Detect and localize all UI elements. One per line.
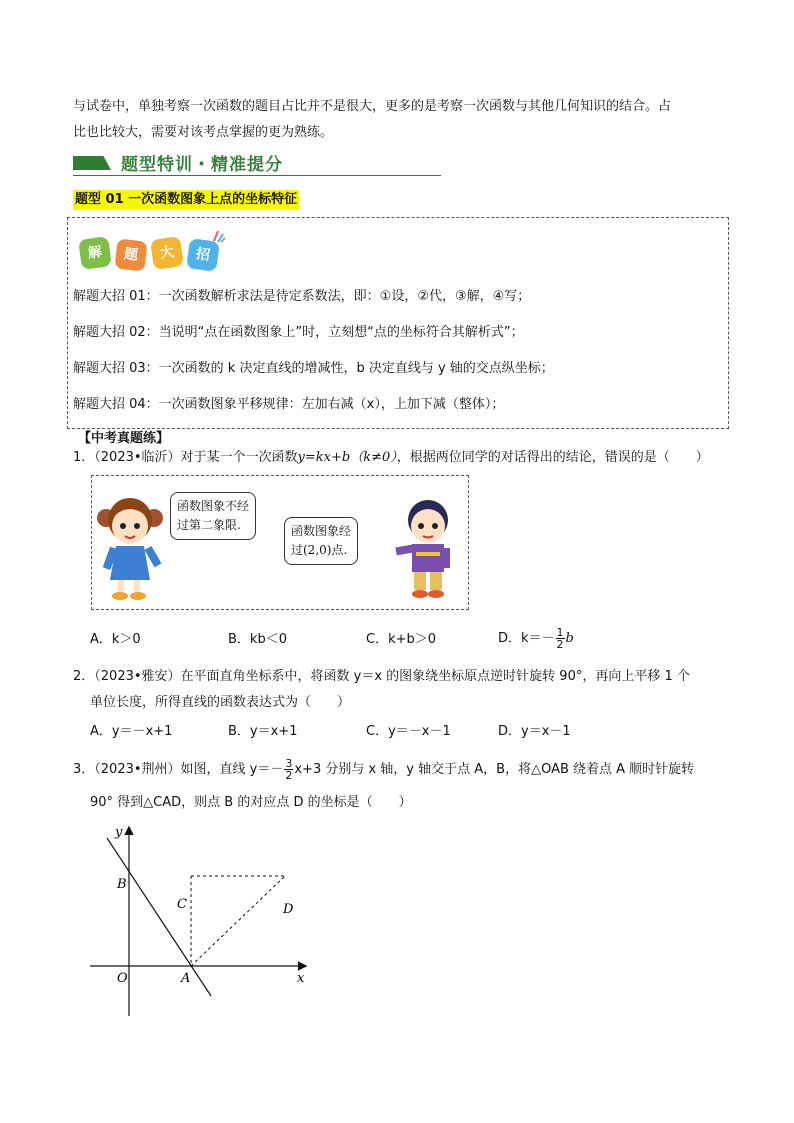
q3-fraction-numerator: 3	[285, 757, 293, 770]
tip-4: 解题大招 04：一次函数图象平移规律：左加右减（x），上加下减（整体）；	[73, 397, 505, 412]
q1-option-d-fraction	[556, 627, 565, 650]
q1-option-d-denominator: 2	[556, 638, 564, 651]
q1-option-d-post: b	[565, 631, 574, 646]
q1-option-d-pre: D．k＝－	[498, 631, 555, 646]
q1-stem-post: ，根据两位同学的对话得出的结论，错误的是（ ）	[396, 450, 709, 465]
segment-ad	[191, 876, 285, 966]
q1-option-d-numerator: 1	[556, 626, 564, 639]
boy-illustration	[392, 490, 464, 605]
q3-fraction	[284, 758, 293, 781]
girl-illustration	[96, 488, 166, 603]
badge-zhao: 招	[186, 238, 220, 272]
badge-jie: 解	[78, 236, 112, 270]
section-marker-icon	[73, 156, 111, 170]
q3-stem-line1	[73, 756, 694, 784]
label-b: B	[117, 877, 127, 892]
section-underline	[73, 175, 441, 176]
q1-option-b[interactable]: B．kb＜0	[228, 632, 287, 647]
q1-bubble-left-line1: 函数图象不经	[177, 499, 250, 513]
q3-stem-post: x+3 分别与 x 轴，y 轴交于点 A，B，将△OAB 绕着点 A 顺时针旋转	[294, 762, 695, 777]
label-c: C	[177, 897, 187, 912]
q1-bubble-left	[170, 492, 256, 540]
q1-formula: y=kx+b（k≠0）	[297, 450, 397, 465]
tip-1: 解题大招 01：一次函数解析求法是待定系数法，即：①设，②代，③解，④写；	[73, 289, 531, 304]
q3-stem-line2: 90° 得到△CAD，则点 B 的对应点 D 的坐标是（ ）	[90, 795, 412, 810]
q1-cartoon-box	[91, 475, 469, 610]
q1-bubble-right-line2: 过(2,0)点.	[291, 543, 348, 557]
badge-ti: 题	[115, 239, 148, 272]
q3-figure	[85, 820, 315, 1020]
q1-bubble-right	[284, 517, 358, 565]
q1-bubble-left-line2: 过第二象限.	[177, 518, 241, 532]
tips-badges	[78, 228, 228, 278]
q1-option-d[interactable]	[498, 626, 574, 652]
q2-option-d[interactable]: D．y＝x－1	[498, 724, 571, 739]
tip-3: 解题大招 03：一次函数的 k 决定直线的增减性，b 决定直线与 y 轴的交点纵坐标；	[73, 361, 554, 376]
label-y: y	[115, 825, 123, 840]
label-a: A	[181, 971, 191, 986]
q1-stem-pre: 1．（2023•临沂）对于某一个一次函数	[73, 450, 298, 465]
question-type-label: 题型 01 一次函数图象上点的坐标特征	[73, 190, 299, 210]
q1-stem	[73, 448, 709, 468]
label-x: x	[297, 971, 305, 986]
intro-line-2: 比也比较大，需要对该考点掌握的更为熟练。	[73, 125, 334, 140]
tip-2: 解题大招 02：当说明“点在函数图象上”时，立刻想“点的坐标符合其解析式”；	[73, 325, 524, 340]
label-d: D	[283, 902, 294, 917]
q2-stem-line1: 2．（2023•雅安）在平面直角坐标系中，将函数 y＝x 的图象绕坐标原点逆时针旋转 90°，再向上平移 1 个	[73, 669, 690, 684]
q1-option-a[interactable]: A．k＞0	[90, 632, 141, 647]
q3-fraction-denominator: 2	[285, 769, 293, 782]
exam-header: 【中考真题练】	[78, 431, 170, 446]
q2-option-b[interactable]: B．y＝x+1	[228, 724, 298, 739]
sparkle-icon	[212, 228, 222, 238]
q1-option-c[interactable]: C．k+b＞0	[366, 632, 437, 647]
label-o: O	[117, 971, 128, 986]
q2-option-c[interactable]: C．y＝－x－1	[366, 724, 451, 739]
badge-da: 大	[150, 236, 184, 270]
intro-line-1: 与试卷中，单独考察一次函数的题目占比并不是很大，更多的是考察一次函数与其他几何知识的结合。占	[73, 99, 672, 114]
section-title: 题型特训・精准提分	[121, 155, 283, 175]
q2-stem-line2: 单位长度，所得直线的函数表达式为（ ）	[90, 695, 351, 710]
q2-option-a[interactable]: A．y＝－x+1	[90, 724, 173, 739]
q3-stem-pre: 3．（2023•荆州）如图，直线 y＝－	[73, 762, 284, 777]
q1-bubble-right-line1: 函数图象经	[291, 524, 352, 538]
section-header	[73, 151, 441, 177]
